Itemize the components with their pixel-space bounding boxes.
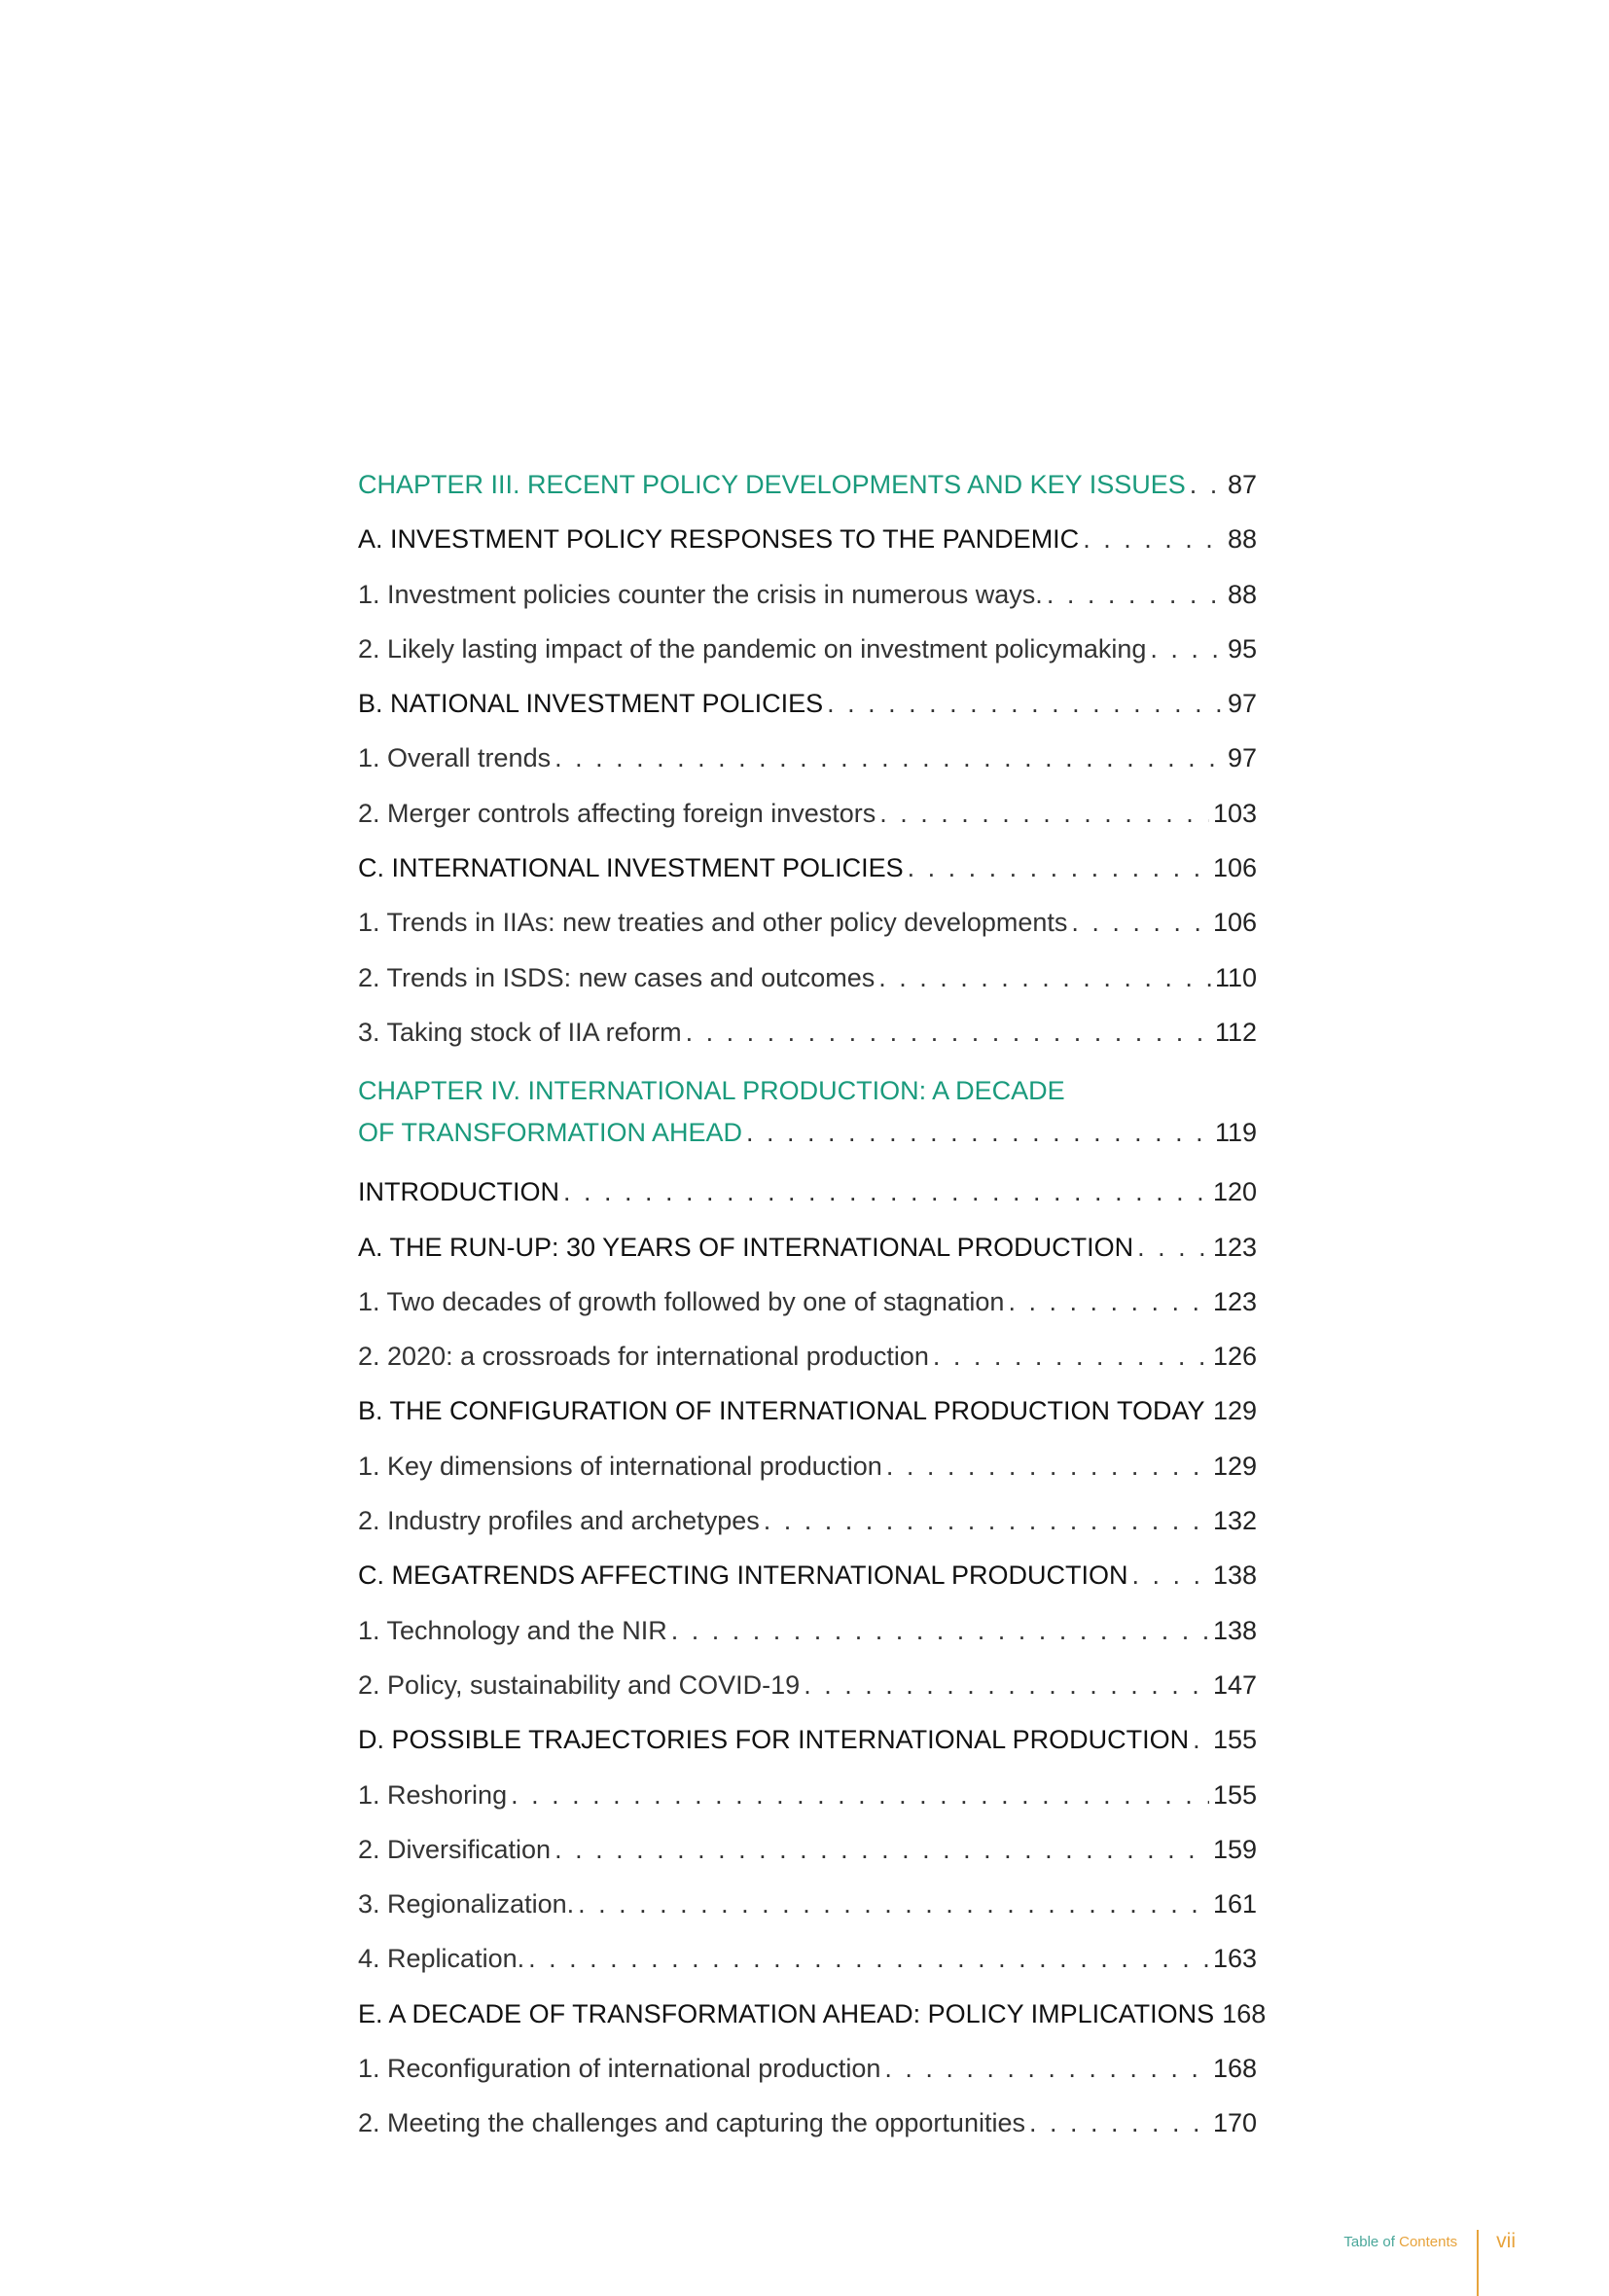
toc-chapter-3[interactable]: [358, 457, 1257, 512]
footer-divider: [1477, 2230, 1479, 2296]
toc-page-number: 132: [1213, 1493, 1257, 1548]
toc-entry-title: D. POSSIBLE TRAJECTORIES FOR INTERNATIONAL PRODUCTION: [358, 1712, 1189, 1767]
toc-entry[interactable]: [358, 1768, 1257, 1822]
toc-page-number: 120: [1213, 1165, 1257, 1219]
dot-leader: [578, 1877, 1209, 1931]
page-footer: [1343, 2208, 1516, 2275]
toc-entry[interactable]: [358, 1274, 1257, 1329]
toc-page-number: 168: [1213, 2041, 1257, 2096]
toc-entry-title: 1. Trends in IIAs: new treaties and other policy developments: [358, 895, 1067, 950]
toc-entry-title: B. NATIONAL INVESTMENT POLICIES: [358, 676, 823, 731]
toc-page-number: 147: [1213, 1658, 1257, 1712]
toc-page-number: 97: [1228, 731, 1257, 785]
toc-page-number: 155: [1213, 1768, 1257, 1822]
toc-page-number: 138: [1213, 1548, 1257, 1602]
toc-page-number: 161: [1213, 1877, 1257, 1931]
footer-label-accent: Contents: [1399, 2234, 1457, 2250]
toc-entry-title: C. INTERNATIONAL INVESTMENT POLICIES: [358, 841, 904, 895]
toc-page-number: 155: [1213, 1712, 1257, 1767]
page-number: vii: [1496, 2230, 1516, 2253]
toc-page-number: 106: [1213, 895, 1257, 950]
toc-entry[interactable]: [358, 1383, 1257, 1438]
dot-leader: [671, 1603, 1209, 1658]
dot-leader: [1071, 895, 1209, 950]
toc-entry[interactable]: [358, 1822, 1257, 1877]
toc-entry-title: A. INVESTMENT POLICY RESPONSES TO THE PANDEMIC: [358, 512, 1079, 566]
toc-entry-title: C. MEGATRENDS AFFECTING INTERNATIONAL PRODUCTION: [358, 1548, 1128, 1602]
toc-entry-title: 2. Trends in ISDS: new cases and outcomes: [358, 951, 875, 1005]
dot-leader: [528, 1931, 1209, 1986]
dot-leader: [1083, 512, 1224, 566]
toc-chapter-title-line2: OF TRANSFORMATION AHEAD: [358, 1110, 742, 1155]
toc-entry[interactable]: [358, 512, 1257, 566]
dot-leader: [1047, 567, 1224, 622]
toc-entry[interactable]: [358, 2096, 1257, 2150]
dot-leader: [686, 1005, 1211, 1059]
toc-entry[interactable]: [358, 1165, 1257, 1219]
toc-entry[interactable]: [358, 622, 1257, 676]
toc-entry[interactable]: [358, 1877, 1257, 1931]
toc-entry-title: 2. Meeting the challenges and capturing the opportunities: [358, 2096, 1025, 2150]
toc-page-number: 88: [1228, 512, 1257, 566]
footer-label[interactable]: [1343, 2234, 1457, 2250]
dot-leader: [1008, 1274, 1208, 1329]
dot-leader: [1150, 622, 1224, 676]
toc-entry-title: 4. Replication.: [358, 1931, 524, 1986]
toc-entry[interactable]: [358, 676, 1257, 731]
toc-entry-title: 3. Taking stock of IIA reform: [358, 1005, 682, 1059]
dot-leader: [878, 951, 1211, 1005]
dot-leader: [1193, 1712, 1209, 1767]
dot-leader: [1137, 1220, 1209, 1274]
toc-chapter-title: CHAPTER III. RECENT POLICY DEVELOPMENTS AND KEY ISSUES: [358, 457, 1186, 512]
toc-page-number: 97: [1228, 676, 1257, 731]
toc-entry[interactable]: [358, 1603, 1257, 1658]
toc-entry-title: E. A DECADE OF TRANSFORMATION AHEAD: POLICY IMPLICATIONS: [358, 1987, 1214, 2041]
toc-chapter-title-line2-row: [358, 1110, 1257, 1155]
toc-entry[interactable]: [358, 1987, 1257, 2041]
toc-page-number: 138: [1213, 1603, 1257, 1658]
toc-entry[interactable]: [358, 1439, 1257, 1493]
dot-leader: [1190, 457, 1224, 512]
toc-entry-title: 2. Likely lasting impact of the pandemic on investment policymaking: [358, 622, 1146, 676]
dot-leader: [884, 2041, 1209, 2096]
toc-entry-title: 1. Reshoring: [358, 1768, 507, 1822]
toc-entry[interactable]: [358, 1548, 1257, 1602]
toc-entry-title: 1. Investment policies counter the crisis in numerous ways.: [358, 567, 1043, 622]
dot-leader: [746, 1110, 1211, 1155]
toc-page-number: 126: [1213, 1329, 1257, 1383]
toc-page-number: 119: [1215, 1110, 1257, 1155]
toc-entry[interactable]: [358, 841, 1257, 895]
dot-leader: [563, 1165, 1209, 1219]
toc-page-number: 170: [1213, 2096, 1257, 2150]
toc-chapter-title-line1: CHAPTER IV. INTERNATIONAL PRODUCTION: A DECADE: [358, 1071, 1257, 1110]
dot-leader: [804, 1658, 1209, 1712]
dot-leader: [764, 1493, 1209, 1548]
table-of-contents: [358, 457, 1257, 2151]
dot-leader: [827, 676, 1224, 731]
toc-page-number: 163: [1213, 1931, 1257, 1986]
toc-entry-title: 1. Technology and the NIR: [358, 1603, 667, 1658]
toc-entry-title: 2. Merger controls affecting foreign investors: [358, 786, 876, 841]
toc-entry-title: 1. Key dimensions of international production: [358, 1439, 882, 1493]
dot-leader: [908, 841, 1209, 895]
toc-page-number: 159: [1213, 1822, 1257, 1877]
toc-entry[interactable]: [358, 1712, 1257, 1767]
dot-leader: [554, 1822, 1209, 1877]
toc-entry-title: 2. Industry profiles and archetypes: [358, 1493, 760, 1548]
toc-page-number: 88: [1228, 567, 1257, 622]
toc-entry[interactable]: [358, 1658, 1257, 1712]
toc-entry[interactable]: [358, 895, 1257, 950]
toc-entry[interactable]: [358, 731, 1257, 785]
toc-entry[interactable]: [358, 567, 1257, 622]
toc-page-number: 129: [1213, 1383, 1257, 1438]
toc-entry[interactable]: [358, 1329, 1257, 1383]
toc-entry-title: INTRODUCTION: [358, 1165, 559, 1219]
footer-label-prefix: Table of: [1343, 2234, 1395, 2250]
dot-leader: [879, 786, 1209, 841]
toc-page-number: 87: [1228, 457, 1257, 512]
toc-entry-title: 2. 2020: a crossroads for international production: [358, 1329, 929, 1383]
toc-entry[interactable]: [358, 1493, 1257, 1548]
toc-entry[interactable]: [358, 786, 1257, 841]
toc-page-number: 168: [1222, 1987, 1266, 2041]
dot-leader: [933, 1329, 1209, 1383]
toc-entry-title: 2. Policy, sustainability and COVID-19: [358, 1658, 800, 1712]
toc-entry-title: B. THE CONFIGURATION OF INTERNATIONAL PRODUCTION TODAY: [358, 1383, 1205, 1438]
dot-leader: [1029, 2096, 1209, 2150]
toc-page-number: 112: [1215, 1005, 1257, 1059]
toc-page-number: 123: [1213, 1220, 1257, 1274]
dot-leader: [511, 1768, 1209, 1822]
toc-entry[interactable]: [358, 1931, 1257, 1986]
toc-entry-title: 1. Reconfiguration of international production: [358, 2041, 880, 2096]
toc-page-number: 106: [1213, 841, 1257, 895]
toc-entry-title: 1. Two decades of growth followed by one of stagnation: [358, 1274, 1004, 1329]
toc-page-number: 95: [1228, 622, 1257, 676]
toc-page-number: 129: [1213, 1439, 1257, 1493]
toc-entry-title: A. THE RUN-UP: 30 YEARS OF INTERNATIONAL PRODUCTION: [358, 1220, 1133, 1274]
dot-leader: [554, 731, 1224, 785]
toc-entry-title: 3. Regionalization.: [358, 1877, 574, 1931]
toc-entry-title: 1. Overall trends: [358, 731, 551, 785]
toc-chapter-4[interactable]: [358, 1071, 1257, 1155]
toc-entry[interactable]: [358, 1220, 1257, 1274]
dot-leader: [1132, 1548, 1209, 1602]
toc-page-number: 110: [1215, 951, 1257, 1005]
toc-entry-title: 2. Diversification: [358, 1822, 551, 1877]
toc-entry[interactable]: [358, 2041, 1257, 2096]
toc-page-number: 103: [1213, 786, 1257, 841]
dot-leader: [886, 1439, 1209, 1493]
toc-entry[interactable]: [358, 951, 1257, 1005]
toc-page-number: 123: [1213, 1274, 1257, 1329]
toc-entry[interactable]: [358, 1005, 1257, 1059]
